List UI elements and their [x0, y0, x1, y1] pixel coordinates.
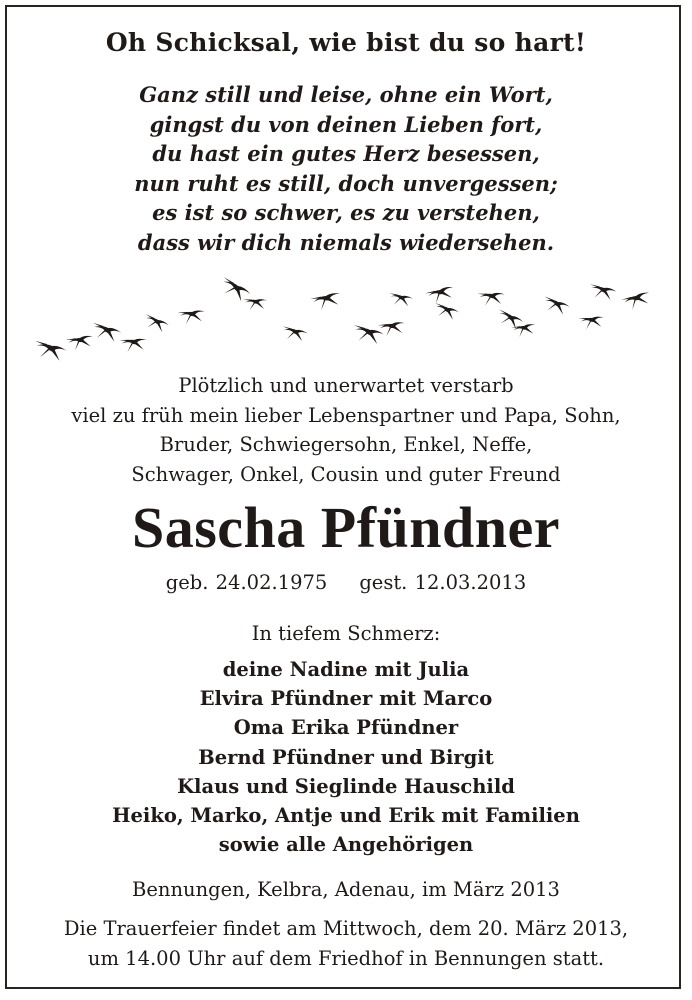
place-date: Bennungen, Kelbra, Adenau, im März 2013	[132, 878, 560, 901]
poem-line: gingst du von deinen Lieben fort,	[149, 111, 543, 137]
headline: Oh Schicksal, wie bist du so hart!	[105, 28, 587, 57]
mourner: Oma Erika Pfündner	[233, 716, 459, 740]
mourner: deine Nadine mit Julia	[222, 658, 470, 681]
death-announcement	[0, 371, 692, 489]
poem	[0, 80, 692, 257]
flying-birds-icon	[30, 268, 662, 368]
intro-line: viel zu früh mein lieber Lebenspartner und Papa, Sohn,	[71, 403, 621, 427]
service-line: um 14.00 Uhr auf dem Friedhof in Bennungen statt.	[87, 946, 605, 970]
mourners-list	[0, 655, 692, 859]
mourner: Klaus und Sieglinde Hauschild	[177, 774, 515, 798]
poem-line: es ist so schwer, es zu verstehen,	[152, 200, 540, 225]
life-dates	[0, 571, 692, 594]
mourner: sowie alle Angehörigen	[218, 833, 474, 857]
mourner: Heiko, Marko, Antje und Erik mit Familien	[112, 804, 580, 828]
intro-line: Bruder, Schwiegersohn, Enkel, Neffe,	[159, 433, 533, 456]
death-date: gest. 12.03.2013	[359, 571, 527, 594]
poem-line: dass wir dich niemals wiedersehen.	[137, 229, 555, 255]
poem-line: nun ruht es still, doch unvergessen;	[134, 170, 558, 196]
deceased-name: Sascha Pfündner	[131, 495, 561, 560]
service-line: Die Trauerfeier findet am Mittwoch, dem 20. März 2013,	[63, 917, 629, 940]
intro-line: Plötzlich und unerwartet verstarb	[178, 374, 514, 397]
intro-line: Schwager, Onkel, Cousin und guter Freund	[131, 462, 561, 486]
funeral-service-info	[0, 914, 692, 973]
mourner: Bernd Pfündner und Birgit	[198, 745, 494, 769]
grief-label: In tiefem Schmerz:	[251, 622, 441, 645]
birth-date: geb. 24.02.1975	[165, 571, 328, 594]
mourner: Elvira Pfündner mit Marco	[199, 687, 493, 711]
poem-line: du hast ein gutes Herz besessen,	[152, 141, 540, 166]
poem-line: Ganz still und leise, ohne ein Wort,	[139, 82, 553, 107]
